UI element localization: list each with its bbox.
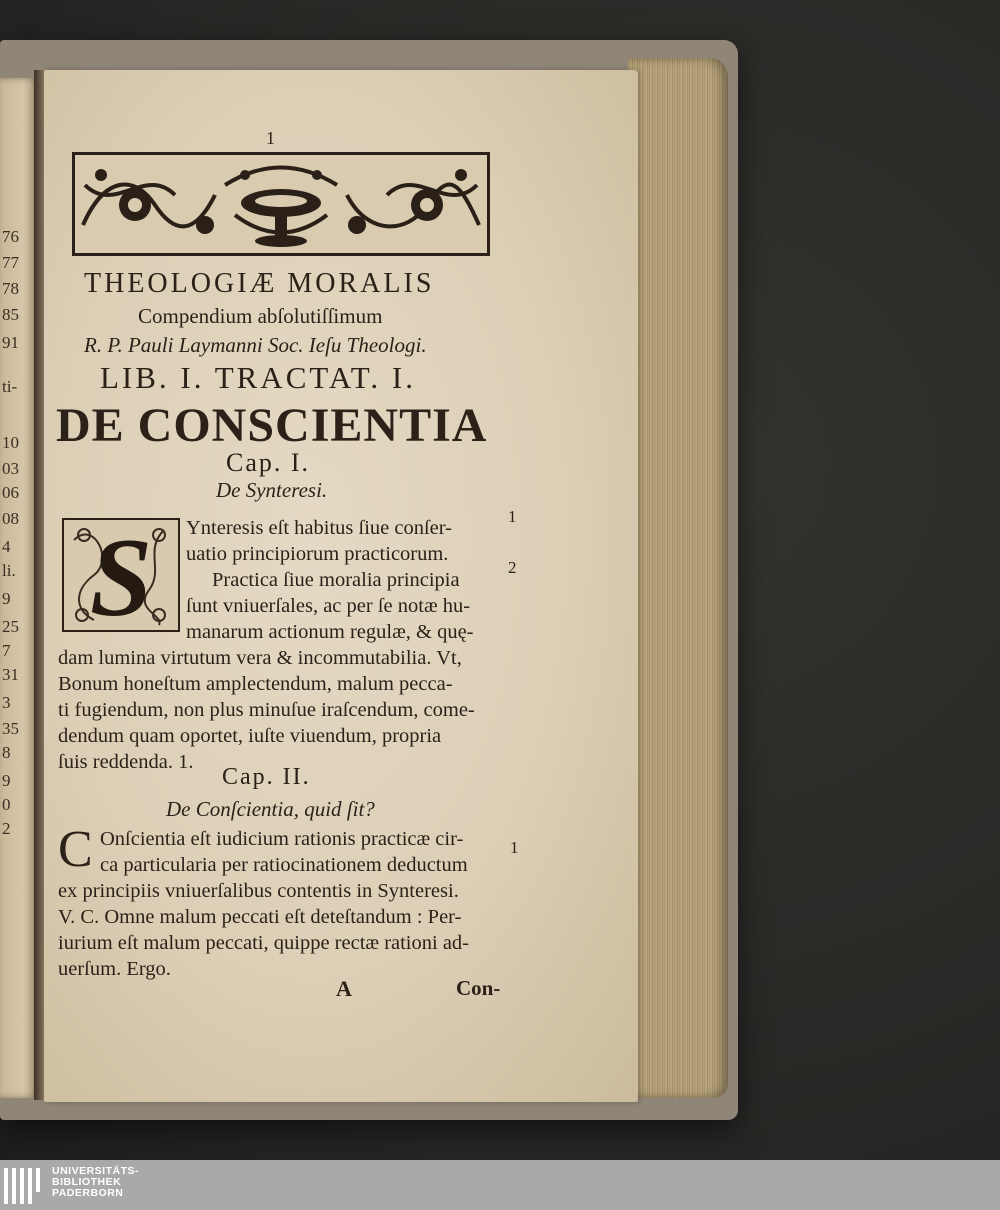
previous-page-margin-number: 9 bbox=[2, 771, 11, 790]
chapter-2-line-2: ca particularia per ratiocinationem deductum bbox=[100, 854, 468, 876]
chapter-1-line-2: uatio principiorum practicorum. bbox=[186, 543, 449, 565]
chapter-1-line-10: ſuis reddenda. 1. bbox=[58, 751, 194, 773]
title-book-tractate: LIB. I. TRACTAT. I. bbox=[100, 360, 416, 395]
margin-note-3: 1 bbox=[510, 838, 519, 857]
signature-mark: A bbox=[336, 976, 352, 1001]
book-fore-edge bbox=[628, 58, 728, 1098]
margin-note-2: 2 bbox=[508, 558, 517, 577]
title-author: R. P. Pauli Laymanni Soc. Ieſu Theologi. bbox=[84, 333, 427, 357]
chapter-1-heading: Cap. I. bbox=[226, 448, 311, 477]
catchword: Con- bbox=[456, 976, 501, 1000]
chapter-2-line-5: iurium eſt malum peccati, quippe rectæ rationi ad- bbox=[58, 932, 470, 954]
previous-page-margin-number: 08 bbox=[2, 509, 19, 528]
title-theologiae-moralis: THEOLOGIÆ MORALIS bbox=[84, 268, 435, 299]
chapter-2-line-4: V. C. Omne malum peccati eſt deteſtandum : Per- bbox=[58, 906, 462, 928]
previous-page-margin-number: 25 bbox=[2, 617, 19, 636]
drop-initial-letter: S bbox=[89, 516, 153, 640]
chapter-1-line-1: Ynteresis eſt habitus ſiue conſer- bbox=[186, 517, 453, 539]
previous-page-margin-number: 76 bbox=[2, 227, 19, 246]
chapter-1-line-4: ſunt vniuerſales, ac per ſe notæ hu- bbox=[186, 595, 471, 617]
previous-page-margin-number: 4 bbox=[2, 537, 11, 556]
previous-page-margin-number: 8 bbox=[2, 743, 11, 762]
library-logo-text bbox=[52, 1166, 139, 1199]
ornamental-headpiece bbox=[72, 152, 490, 256]
previous-page-margin-number: 06 bbox=[2, 483, 19, 502]
decorated-initial bbox=[62, 516, 180, 640]
previous-page-margin-number: 31 bbox=[2, 665, 19, 684]
previous-page-margin-number: 85 bbox=[2, 305, 19, 324]
library-name-line-2: BIBLIOTHEK bbox=[52, 1176, 122, 1188]
chapter-2-line-1: Onſcientia eſt iudicium rationis practicæ cir- bbox=[100, 828, 464, 850]
chapter-2-line-3: ex principiis vniuerſalibus contentis in Synteresi. bbox=[58, 880, 459, 902]
title-compendium: Compendium abſolutiſſimum bbox=[138, 304, 383, 328]
previous-page-margin-number: 0 bbox=[2, 795, 11, 814]
chapter-1-line-8: ti fugiendum, non plus minuſue iraſcendum, come- bbox=[58, 699, 475, 721]
chapter-2-initial: C bbox=[58, 821, 93, 878]
library-name-line-1: UNIVERSITÄTS- bbox=[52, 1165, 140, 1177]
chapter-2-subtitle: De Conſcientia, quid ſit? bbox=[166, 797, 375, 821]
previous-page-margin-number: 7 bbox=[2, 641, 11, 660]
library-logo-icon bbox=[4, 1168, 44, 1204]
chapter-2-line-6: uerſum. Ergo. bbox=[58, 958, 171, 980]
previous-page-margin-number: 35 bbox=[2, 719, 19, 738]
chapter-1-line-3: Practica ſiue moralia principia bbox=[212, 569, 460, 591]
previous-page-margin-number: 3 bbox=[2, 693, 11, 712]
chapter-1-subtitle: De Synteresi. bbox=[216, 478, 328, 502]
margin-note-1: 1 bbox=[508, 507, 517, 526]
previous-page-edge bbox=[0, 78, 38, 1098]
previous-page-margin-number: 9 bbox=[2, 589, 11, 608]
previous-page-margin-number: 2 bbox=[2, 819, 11, 838]
previous-page-margin-number: ti- bbox=[2, 377, 18, 396]
library-name-line-3: PADERBORN bbox=[52, 1187, 124, 1199]
previous-page-margin-number: 03 bbox=[2, 459, 19, 478]
chapter-1-line-6: dam lumina virtutum vera & incommutabilia. Vt, bbox=[58, 647, 462, 669]
chapter-1-line-5: manarum actionum regulæ, & quę- bbox=[186, 621, 474, 643]
library-footer-bar bbox=[0, 1160, 1000, 1210]
previous-page-margin-number: 91 bbox=[2, 333, 19, 352]
previous-page-margin-number: 78 bbox=[2, 279, 19, 298]
previous-page-margin-number: li. bbox=[2, 561, 16, 580]
chapter-1-line-9: dendum quam oportet, iuſte viuendum, propria bbox=[58, 725, 442, 747]
chapter-2-heading: Cap. II. bbox=[222, 764, 311, 790]
ornament-graphic bbox=[75, 155, 487, 253]
chapter-1-line-7: Bonum honeſtum amplectendum, malum pecca- bbox=[58, 673, 453, 695]
page-number: 1 bbox=[266, 128, 275, 148]
previous-page-margin-number: 77 bbox=[2, 253, 19, 272]
title-de-conscientia: DE CONSCIENTIA bbox=[56, 399, 488, 452]
previous-page-margin-number: 10 bbox=[2, 433, 19, 452]
